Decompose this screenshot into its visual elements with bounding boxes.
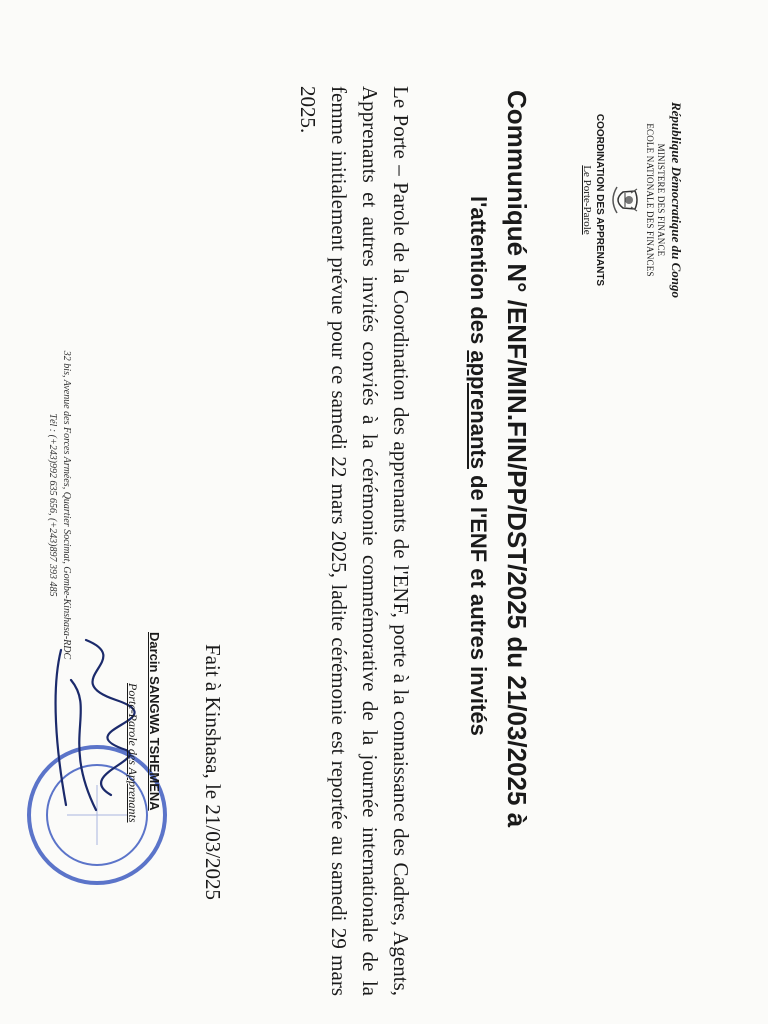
- subtitle-suffix: de l'ENF et autres invités: [466, 468, 491, 736]
- subtitle-prefix: l'attention des: [466, 196, 491, 351]
- coat-of-arms-icon: [607, 183, 641, 217]
- phone-line: Tél : (+243)992 635 656, (+243)897 393 485: [47, 413, 58, 597]
- letterhead: [581, 80, 684, 320]
- signer-name: Darcin SANGWA TSHEMENA: [147, 632, 162, 811]
- communique-subtitle: [465, 196, 491, 996]
- ministry-name: MINISTERE DES FINANCE: [656, 143, 666, 257]
- communique-body: Le Porte – Parole de la Coordination des apprenants de l'ENF, porte à la connaissance des Cadres, Agents, Apprenants et autres invités conviés à la cérémonie commémorative de la journée internationale de la femme initialement prévue pour ce samedi 22 mars 2025, ladite cérémonie est reportée au samedi 29 mars 2025.: [296, 86, 413, 996]
- porte-parole-label: Le Porte-Parole: [581, 165, 593, 235]
- signer-title: Porte-Parole des Apprenants: [126, 683, 140, 823]
- coordination-title: COORDINATION DES APPRENANTS: [594, 113, 605, 287]
- communique-title: Communiqué N° /ENF/MIN.FIN/PP/DST/2025 du 21/03/2025 à: [502, 90, 532, 828]
- address-line: 32 bis, Avenue des Forces Armées, Quartier Socimat, Gombe-Kinshasa-RDC: [61, 350, 72, 660]
- republic-name: République Démocratique du Congo: [669, 101, 684, 299]
- subtitle-underlined: apprenants: [466, 350, 491, 469]
- place-and-date: Fait à Kinshasa, le 21/03/2025: [201, 644, 225, 901]
- school-name: ECOLE NATIONALE DES FINANCES: [645, 123, 655, 277]
- footer-address: [45, 315, 73, 695]
